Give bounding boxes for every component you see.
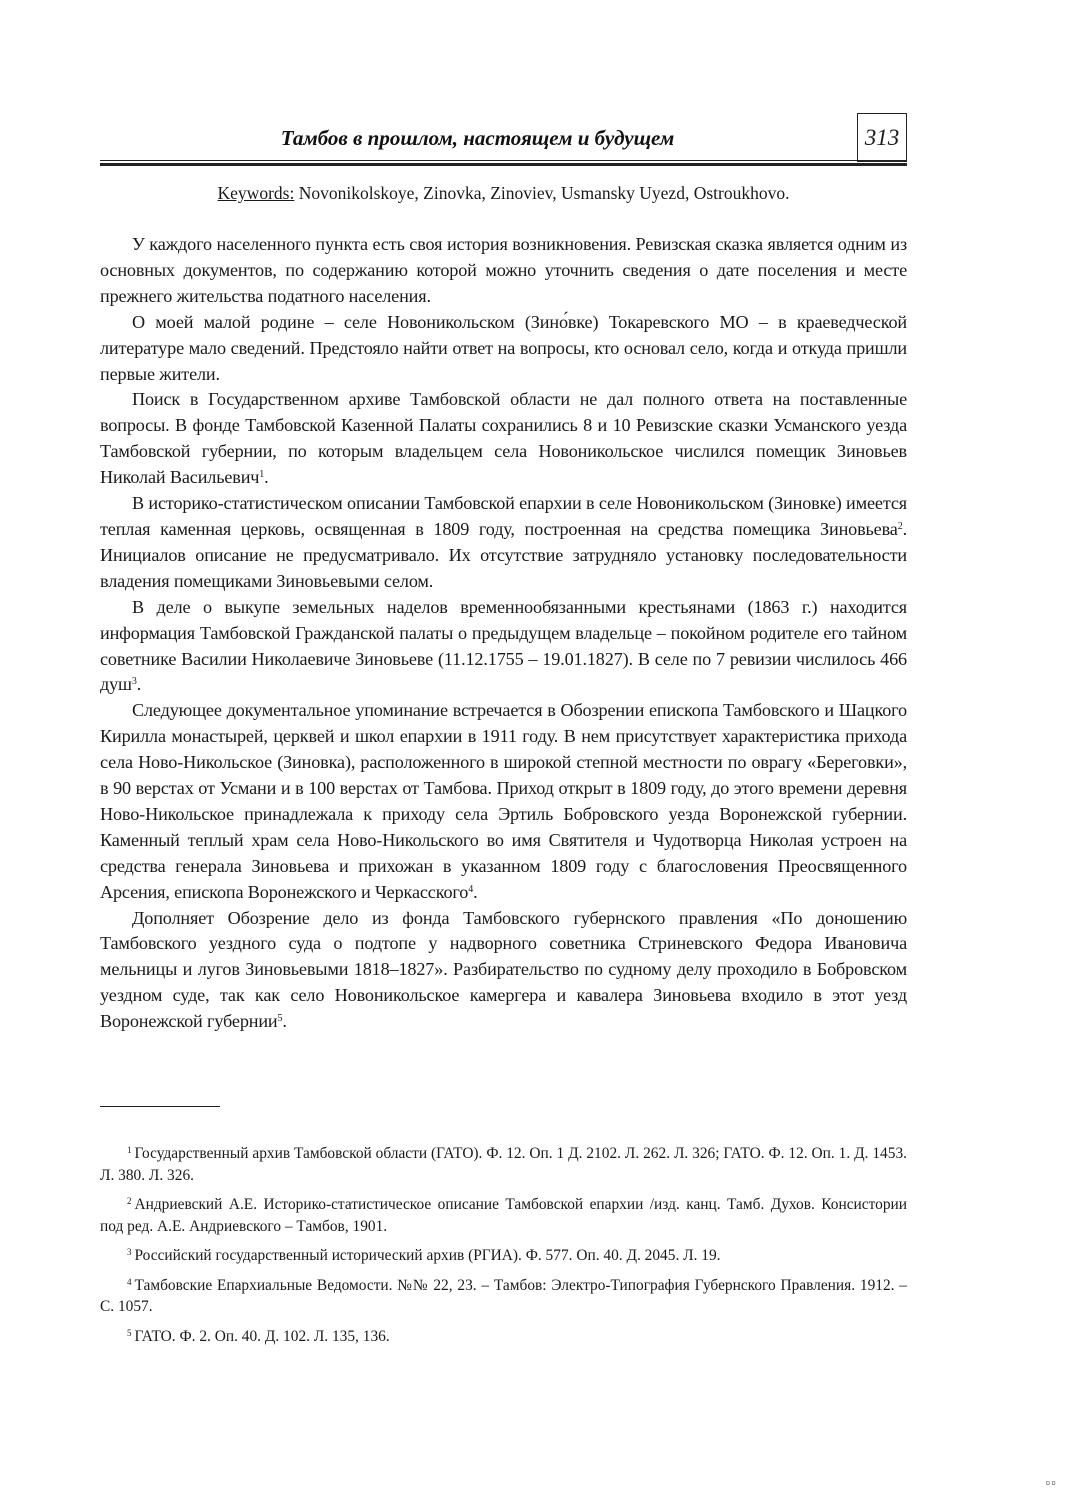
footnote-number: 5 bbox=[127, 1327, 132, 1338]
page-number: 313 bbox=[864, 124, 900, 150]
paragraph-text: . bbox=[264, 467, 269, 488]
paragraph bbox=[100, 232, 907, 310]
header-rule-thick bbox=[100, 163, 907, 166]
running-title: Тамбов в прошлом, настоящем и будущем bbox=[280, 126, 675, 150]
paragraph-text: О моей малой родине – селе Новоникольском (Зино́вке) Токаревского МО – в краеведческой литературе мало сведений. Предстояло найти ответ на вопросы, кто основал село, когда и откуда пришли первые жители. bbox=[100, 311, 907, 384]
article-body bbox=[100, 232, 907, 1035]
footnote-ref[interactable]: 1 bbox=[259, 469, 265, 481]
paragraph bbox=[100, 906, 907, 1036]
footnote-text: Андриевский А.Е. Историко-статистическое описание Тамбовской епархии /изд. канц. Тамб. Духов. Консистории под ред. А.Е. Андриевского – Тамбов, 1901. bbox=[100, 1196, 907, 1235]
paragraph-text: Дополняет Обозрение дело из фонда Тамбовского губернского правления «По доношению Тамбовского уездного суда о подтопе у надворного советника Стриневского Федора Ивановича мельницы и лугов Зиновьевыми 1818–1827». Разбирательство по судному делу проходило в Бобровском уездном суде, так как село Новоникольское камергера и кавалера Зиновьева входило в этот уезд Воронежской губернии bbox=[100, 907, 907, 1032]
footnote-ref[interactable]: 4 bbox=[468, 883, 474, 895]
footnote-ref[interactable]: 3 bbox=[131, 676, 137, 688]
footnote-text: Государственный архив Тамбовской области (ГАТО). Ф. 12. Оп. 1 Д. 2102. Л. 262. Л. 326; ГАТО. Ф. 12. Оп. 1. Д. 1453. Л. 380. Л. 326. bbox=[100, 1145, 907, 1184]
footnote-text: ГАТО. Ф. 2. Оп. 40. Д. 102. Л. 135, 136. bbox=[134, 1327, 390, 1345]
paragraph-text: . bbox=[282, 1011, 287, 1032]
footnote-number: 4 bbox=[127, 1276, 132, 1287]
paragraph bbox=[100, 387, 907, 491]
footnote bbox=[100, 1326, 907, 1348]
paragraph-text: . bbox=[136, 674, 142, 695]
corner-mark-icon: ▫▫ bbox=[1045, 1478, 1057, 1487]
paragraph-text: . bbox=[473, 881, 478, 902]
paragraph-text: Следующее документальное упоминание встречается в Обозрении епископа Тамбовского и Шацкого Кирилла монастырей, церквей и школ епархии в 1911 году. В нем присутствует характеристика прихода села Ново-Никольское (Зиновка), расположенного в широкой степной местности по оврагу «Береговки», в 90 верстах от Усмани и в 100 верстах от Тамбова. Приход открыт в 1809 году, до этого времени деревня Ново-Никольское принадлежала к приходу села Эртиль Бобровского уезда Воронежской губернии. Каменный теплый храм села Ново-Никольского во имя Святителя и Чудотворца Николая устроен на средства генерала Зиновьева и прихожан в указанном 1809 году с благословения Преосвященного Арсения, епископа Воронежского и Черкасского bbox=[100, 700, 907, 902]
paragraph-text: Поиск в Государственном архиве Тамбовской области не дал полного ответа на поставленные вопросы. В фонде Тамбовской Казенной Палаты сохранились 8 и 10 Ревизские сказки Усманского уезда Тамбовской губернии, по которым владельцем села Новоникольское числился помещик Зиновьев Николай Васильевич bbox=[100, 389, 907, 488]
footnote-number: 1 bbox=[127, 1145, 132, 1155]
footnote-text: Российский государственный исторический архив (РГИА). Ф. 577. Оп. 40. Д. 2045. Л. 19. bbox=[134, 1247, 721, 1264]
footnote bbox=[100, 1143, 907, 1186]
paragraph-text: В историко-статистическом описании Тамбовской епархии в селе Новоникольском (Зиновке) имеется теплая каменная церковь, освященная в 1809 году, построенная на средства помещика Зиновьева bbox=[100, 493, 907, 539]
footnote-text: Тамбовские Епархиальные Ведомости. №№ 22, 23. – Тамбов: Электро-Типография Губернского Правления. 1912. – С. 1057. bbox=[100, 1276, 907, 1315]
footnote-separator bbox=[100, 1106, 220, 1107]
footnote-ref[interactable]: 2 bbox=[897, 520, 903, 532]
paragraph bbox=[100, 491, 907, 595]
footnote bbox=[100, 1245, 907, 1267]
footnote bbox=[100, 1275, 907, 1318]
paragraph-text: В деле о выкупе земельных наделов временнообязанными крестьянами (1863 г.) находится информация Тамбовской Гражданской палаты о предыдущем владельце – покойном родителе его тайном советнике Василии Николаевиче Зиновьеве (11.12.1755 – 19.01.1827). В селе по 7 ревизии числилось 466 душ bbox=[100, 596, 907, 695]
header-rule-thin bbox=[100, 160, 907, 161]
running-header bbox=[100, 113, 907, 165]
page-number-box bbox=[857, 113, 907, 162]
footnote bbox=[100, 1194, 907, 1237]
paragraph bbox=[100, 595, 907, 699]
paragraph-text: У каждого населенного пункта есть своя история возникновения. Ревизская сказка является одним из основных документов, по содержанию которой можно уточнить сведения о дате поселения и месте прежнего жительства податного населения. bbox=[100, 234, 907, 306]
paragraph bbox=[100, 698, 907, 905]
paragraph-text: . Инициалов описание не предусматривало. Их отсутствие затрудняло установку последовательности владения помещиками Зиновьевыми селом. bbox=[100, 518, 907, 591]
paragraph bbox=[100, 310, 907, 388]
keywords-text: Novonikolskoye, Zinovka, Zinoviev, Usmansky Uyezd, Ostroukhovo. bbox=[294, 183, 790, 203]
footnote-number: 3 bbox=[127, 1247, 132, 1257]
footnote-ref[interactable]: 5 bbox=[277, 1013, 283, 1025]
keywords-line bbox=[100, 183, 907, 204]
keywords-label: Keywords: bbox=[217, 183, 295, 203]
footnote-number: 2 bbox=[127, 1196, 132, 1206]
footnotes bbox=[100, 1143, 907, 1355]
